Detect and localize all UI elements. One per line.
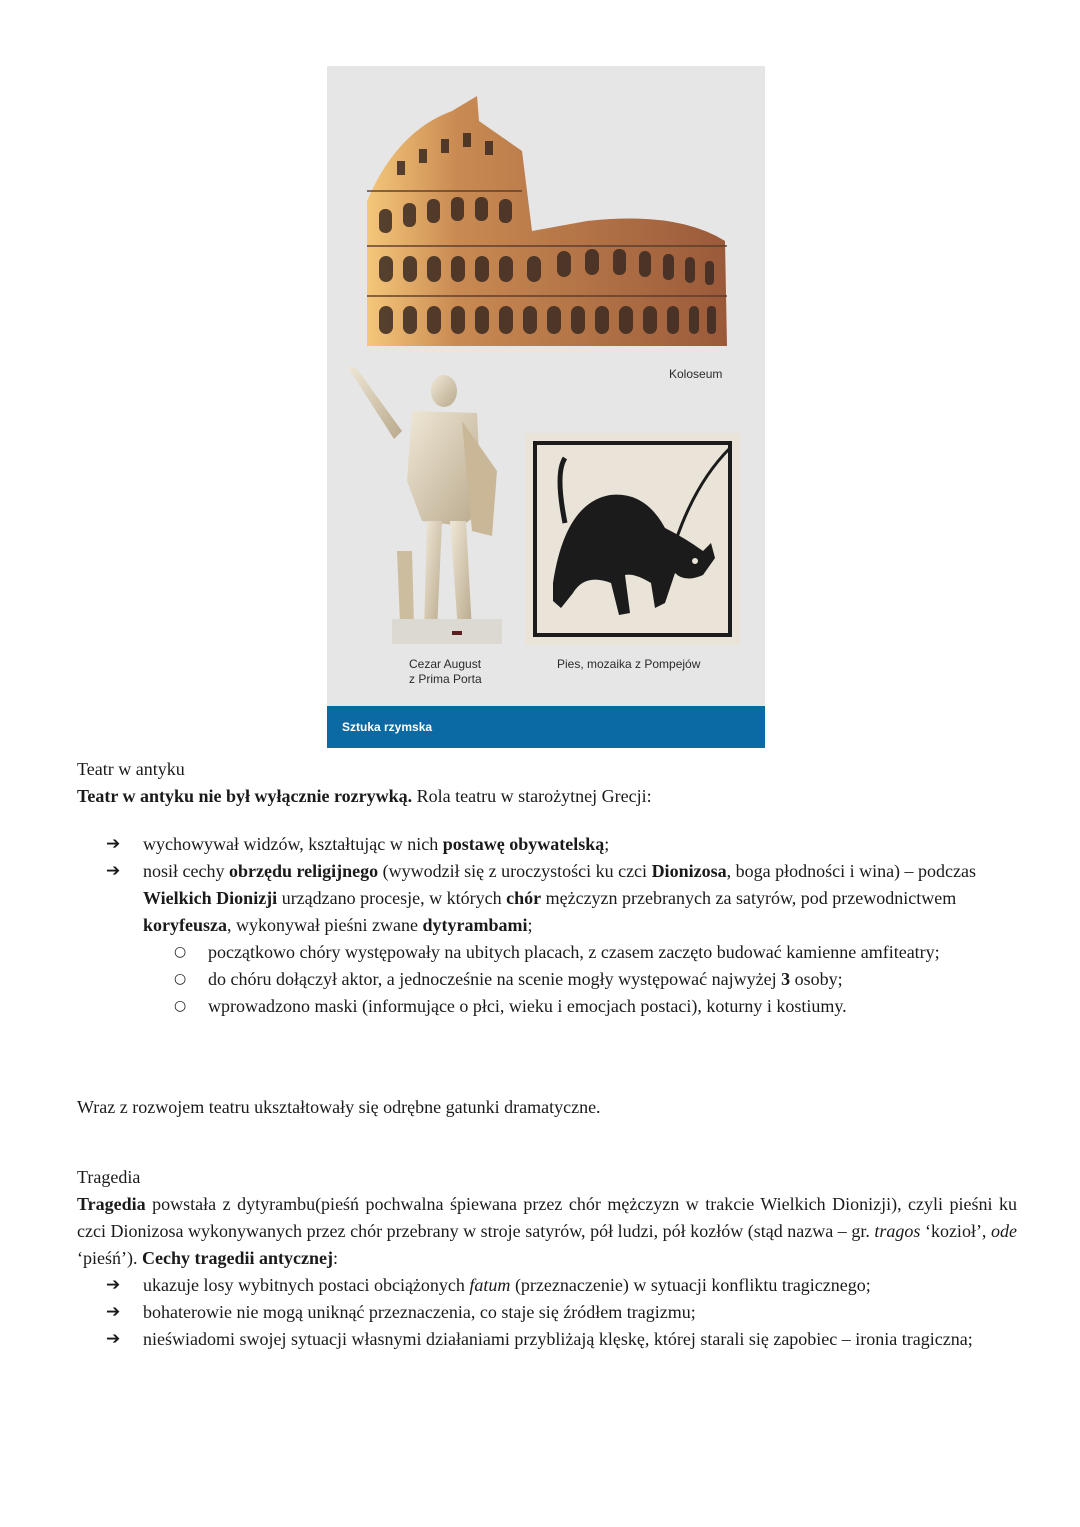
caption-dog-mosaic: Pies, mozaika z Pompejów [557,657,701,671]
text: nosił cechy [143,861,229,881]
caption-augustus-line1: Cezar August [409,657,482,671]
teatr-after-text: Wraz z rozwojem teatru ukształtowały się odrębne gatunki dramatyczne. [77,1097,601,1117]
text: , boga płodności i wina) – podczas [726,861,977,881]
text-bold: dytyrambami [422,915,528,935]
text: początkowo chóry występowały na ubitych placach, z czasem zaczęto budować kamienne amfiteatry; [208,942,940,962]
text: ‘kozioł’, [920,1221,991,1241]
caption-colosseum: Koloseum [669,367,723,381]
arrow-icon: ➔ [106,861,121,881]
sub-list-item [0,966,988,993]
teatr-intro [77,783,1017,810]
list-item [0,1272,1003,1299]
text: (wywodził się z uroczystości ku czci [378,861,652,881]
list-item [0,831,1003,858]
text-bold: koryfeusza [143,915,227,935]
section-heading-teatr: Teatr w antyku [77,759,185,779]
text-bold: chór [506,888,542,908]
dog-mosaic-image [525,433,740,645]
text: ; [604,834,610,854]
teatr-intro-bold: Teatr w antyku nie był wyłącznie rozrywką. [77,786,413,806]
colosseum-image [357,91,737,361]
text: , wykonywał pieśni zwane [227,915,423,935]
text: osoby; [790,969,843,989]
sub-list-item [0,939,988,966]
text: ‘pieśń’). [77,1248,142,1268]
text-bold: Cechy tragedii antycznej [141,1248,333,1268]
text: mężczyzn przebranych za satyrów, pod przewodnictwem [541,888,957,908]
figure-roman-art [327,66,765,748]
text-bold: Wielkich Dionizji [143,888,278,908]
text-bold: postawę obywatelską [442,834,605,854]
teatr-role-list [0,831,1080,1020]
text: : [332,1248,338,1268]
text: bohaterowie nie mogą uniknąć przeznaczenia, co staje się źródłem tragizmu; [143,1302,696,1322]
text-bold: Dionizosa [651,861,727,881]
circle-bullet-icon: ○ [174,971,187,987]
sub-list-item [0,993,988,1020]
list-item [0,858,1003,939]
text-bold: Tragedia [77,1194,146,1214]
text: urządzano procesje, w których [277,888,507,908]
text: ; [527,915,533,935]
text: do chóru dołączył aktor, a jednocześnie na scenie mogły występować najwyżej [208,969,782,989]
text: wychowywał widzów, kształtując w nich [143,834,443,854]
teatr-intro-rest: Rola teatru w starożytnej Grecji: [412,786,652,806]
list-item [0,1326,1003,1353]
section-heading-tragedia: Tragedia [77,1167,141,1187]
text: ukazuje losy wybitnych postaci obciążonych [143,1275,470,1295]
circle-bullet-icon: ○ [174,944,187,960]
text-italic: tragos [874,1221,921,1241]
arrow-icon: ➔ [106,1329,121,1349]
tragedia-paragraph [77,1191,1017,1272]
text-italic: ode [990,1221,1017,1241]
circle-bullet-icon: ○ [174,998,187,1014]
text: (przeznaczenie) w sytuacji konfliktu tragicznego; [510,1275,871,1295]
arrow-icon: ➔ [106,1275,121,1295]
figure-banner: Sztuka rzymska [327,706,765,748]
text-bold: obrzędu religijnego [228,861,379,881]
arrow-icon: ➔ [106,834,121,854]
augustus-statue-image [342,361,512,646]
arrow-icon: ➔ [106,1302,121,1322]
caption-augustus-line2: z Prima Porta [409,672,482,686]
text: powstała z dytyrambu(pieśń pochwalna śpiewana przez chór mężczyzn w trakcie Wielkich Dionizji), czyli pieśni ku czci Dionizosa wykonywanych przez chór przebrany w stroje satyrów, pół ludzi, pół kozłów (stąd nazwa – gr. [77,1194,1017,1241]
text: nieświadomi swojej sytuacji własnymi działaniami przybliżają klęskę, której starali się zapobiec – ironia tragiczna; [143,1329,973,1349]
tragedia-features-list [0,1272,1080,1353]
text-bold: 3 [781,969,791,989]
text-italic: fatum [469,1275,511,1295]
text: wprowadzono maski (informujące o płci, wieku i emocjach postaci), koturny i kostiumy. [208,996,847,1016]
list-item [0,1299,1003,1326]
